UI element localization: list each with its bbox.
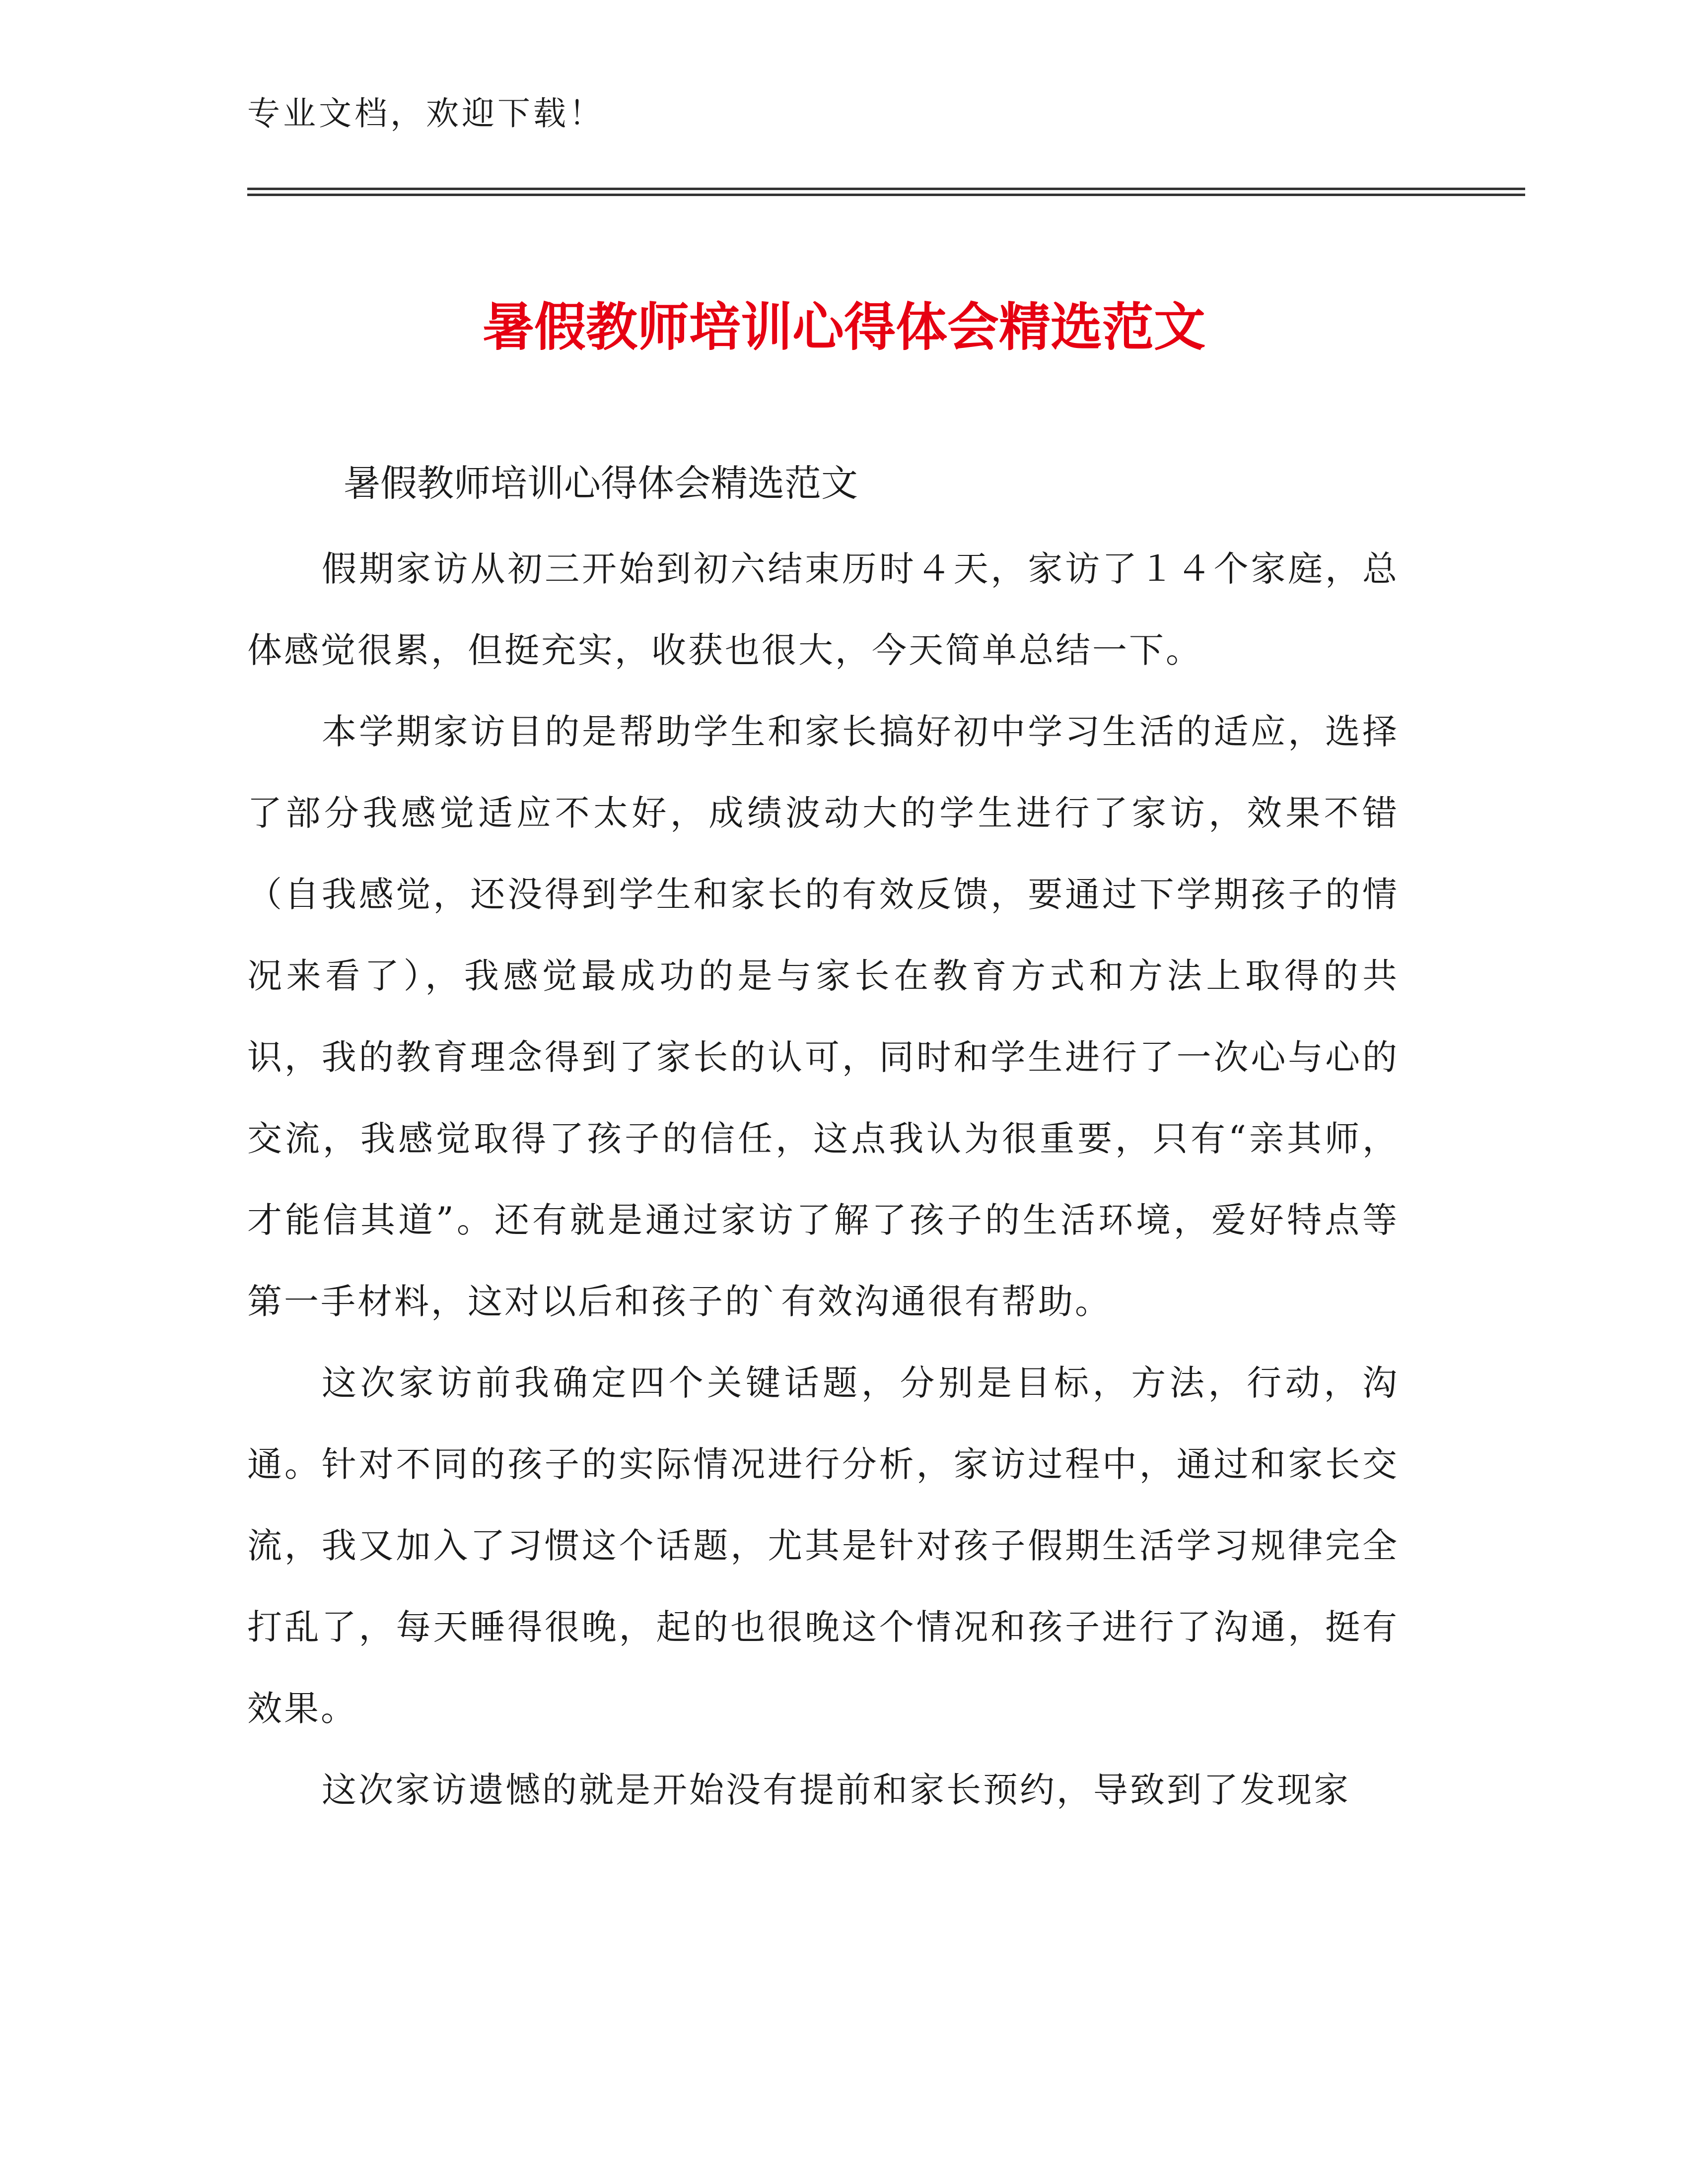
document-title: 暑假教师培训心得体会精选范文 [482,297,1205,357]
document-body [247,528,1399,1831]
document-subtitle: 暑假教师培训心得体会精选范文 [344,462,858,505]
page-header-text: 专业文档，欢迎下载！ [247,94,605,133]
body-paragraph: 假期家访从初三开始到初六结束历时４天，家访了１４个家庭，总体感觉很累，但挺充实，收获也很大，今天简单总结一下。 [247,548,1399,671]
header-divider [247,188,1525,190]
header-divider [247,194,1525,196]
body-paragraph: 这次家访前我确定四个关键话题，分别是目标，方法，行动，沟通。针对不同的孩子的实际情况进行分析，家访过程中，通过和家长交流，我又加入了习惯这个话题，尤其是针对孩子假期生活学习规律完全打乱了，每天睡得很晚，起的也很晚这个情况和孩子进行了沟通，挺有效果。 [247,1363,1399,1729]
body-paragraph: 这次家访遗憾的就是开始没有提前和家长预约，导致到了发现家 [322,1770,1350,1810]
body-paragraph: 本学期家访目的是帮助学生和家长搞好初中学习生活的适应，选择了部分我感觉适应不太好，成绩波动大的学生进行了家访，效果不错（自我感觉，还没得到学生和家长的有效反馈，要通过下学期孩子的情况来看了），我感觉最成功的是与家长在教育方式和方法上取得的共识，我的教育理念得到了家长的认可，同时和学生进行了一次心与心的交流，我感觉取得了孩子的信任，这点我认为很重要，只有“亲其师，才能信其道”。还有就是通过家访了解了孩子的生活环境，爱好特点等第一手材料，这对以后和孩子的`有效沟通很有帮助。 [247,711,1399,1322]
